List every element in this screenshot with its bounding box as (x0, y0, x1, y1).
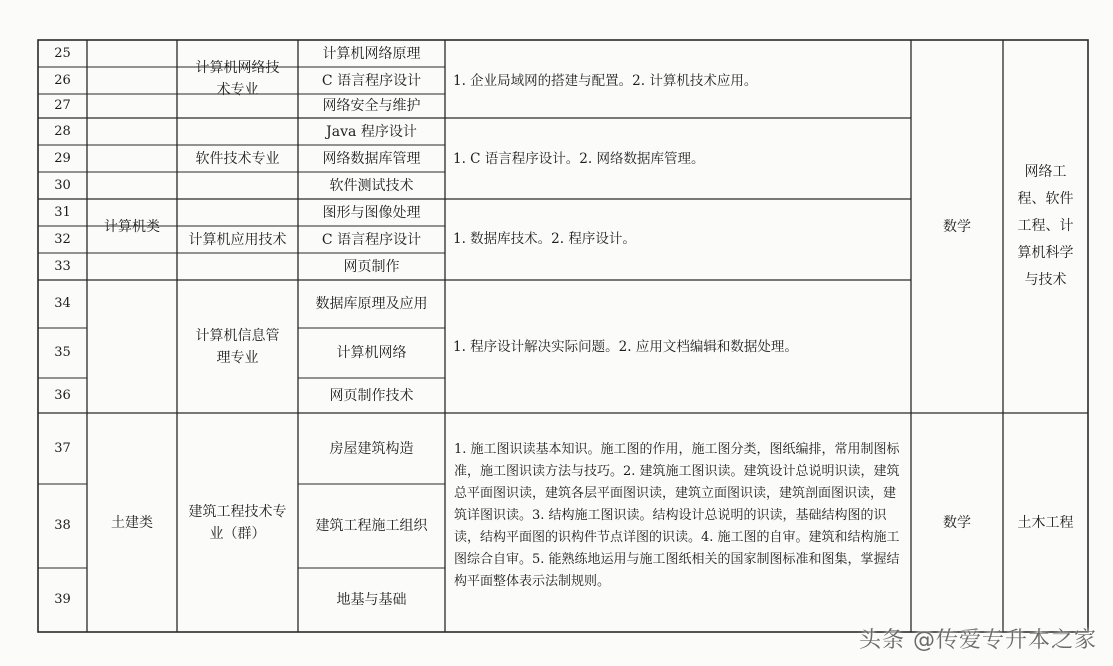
requirement-cell: 1. 数据库技术。2. 程序设计。 (453, 231, 636, 247)
subject-cell: 数学 (943, 514, 971, 531)
row-number: 39 (54, 592, 71, 607)
major-cell: 计算机网络技术专业 (195, 60, 280, 98)
row-number: 25 (54, 45, 71, 61)
watermark-text: 头条 @传爱专升本之家 (859, 628, 1097, 653)
row-number: 32 (54, 231, 71, 247)
target-major-cell: 土木工程 (1017, 514, 1074, 531)
course-cell: 网页制作 (343, 258, 400, 275)
row-number: 33 (54, 258, 71, 274)
row-number: 35 (54, 345, 71, 360)
row-number: 26 (54, 72, 71, 88)
course-cell: 图形与图像处理 (322, 204, 421, 221)
course-cell: C 语言程序设计 (321, 231, 422, 248)
course-cell: Java 程序设计 (326, 123, 417, 140)
course-cell: 数据库原理及应用 (315, 296, 428, 312)
row-number: 36 (54, 387, 71, 403)
major-cell: 计算机应用技术 (188, 231, 287, 248)
row-number: 27 (54, 98, 71, 113)
requirement-cell: 1. 程序设计解决实际问题。2. 应用文档编辑和数据处理。 (453, 338, 798, 355)
course-cell: 网络安全与维护 (322, 98, 421, 114)
row-number: 31 (54, 204, 71, 220)
requirement-cell: 1. 施工图识读基本知识。施工图的作用，施工图分类，图纸编排，常用制图标准，施工图识读方法与技巧。2. 建筑施工图识读。建筑设计总说明识读，建筑总平面图识读，建筑各层平面图识读，建筑立面图识读，建筑剖面图识读，建筑详图识读。3. 结构施工图识读。结构设计总说明的识读，基础结构图的识读，结构平面图的识构件节点详图的识读。4. 施工图的自审。建筑和结构施工图综合自审。5. 能熟练地运用与施工图纸相关的国家制图标准和图集，掌握结构平面整体表示法制规则。 (454, 442, 900, 589)
major-cell: 建筑工程技术专业（群） (188, 503, 287, 542)
course-cell: 软件测试技术 (329, 177, 414, 194)
row-number: 38 (54, 518, 71, 533)
subject-cell: 数学 (943, 218, 971, 235)
course-cell: 网络数据库管理 (322, 150, 421, 167)
course-cell: C 语言程序设计 (321, 72, 422, 89)
major-cell: 软件技术专业 (195, 150, 280, 167)
course-cell: 房屋建筑构造 (329, 440, 414, 457)
course-cell: 计算机网络原理 (322, 45, 421, 62)
course-cell: 地基与基础 (336, 592, 407, 608)
row-number: 30 (54, 177, 71, 193)
major-cell: 计算机信息管理专业 (195, 327, 280, 366)
course-cell: 网页制作技术 (329, 387, 414, 404)
requirement-cell: 1. 企业局域网的搭建与配置。2. 计算机技术应用。 (453, 73, 758, 89)
category-cell: 计算机类 (104, 218, 160, 235)
row-number: 28 (54, 123, 71, 139)
row-number: 29 (54, 150, 71, 166)
category-cell: 土建类 (111, 514, 153, 531)
row-number: 37 (54, 440, 71, 456)
target-major-cell: 网络工程、软件工程、计算机科学与技术 (1017, 164, 1074, 288)
row-number: 34 (54, 296, 71, 311)
requirement-cell: 1. C 语言程序设计。2. 网络数据库管理。 (453, 150, 705, 167)
course-cell: 计算机网络 (336, 345, 407, 361)
course-cell: 建筑工程施工组织 (315, 518, 428, 534)
